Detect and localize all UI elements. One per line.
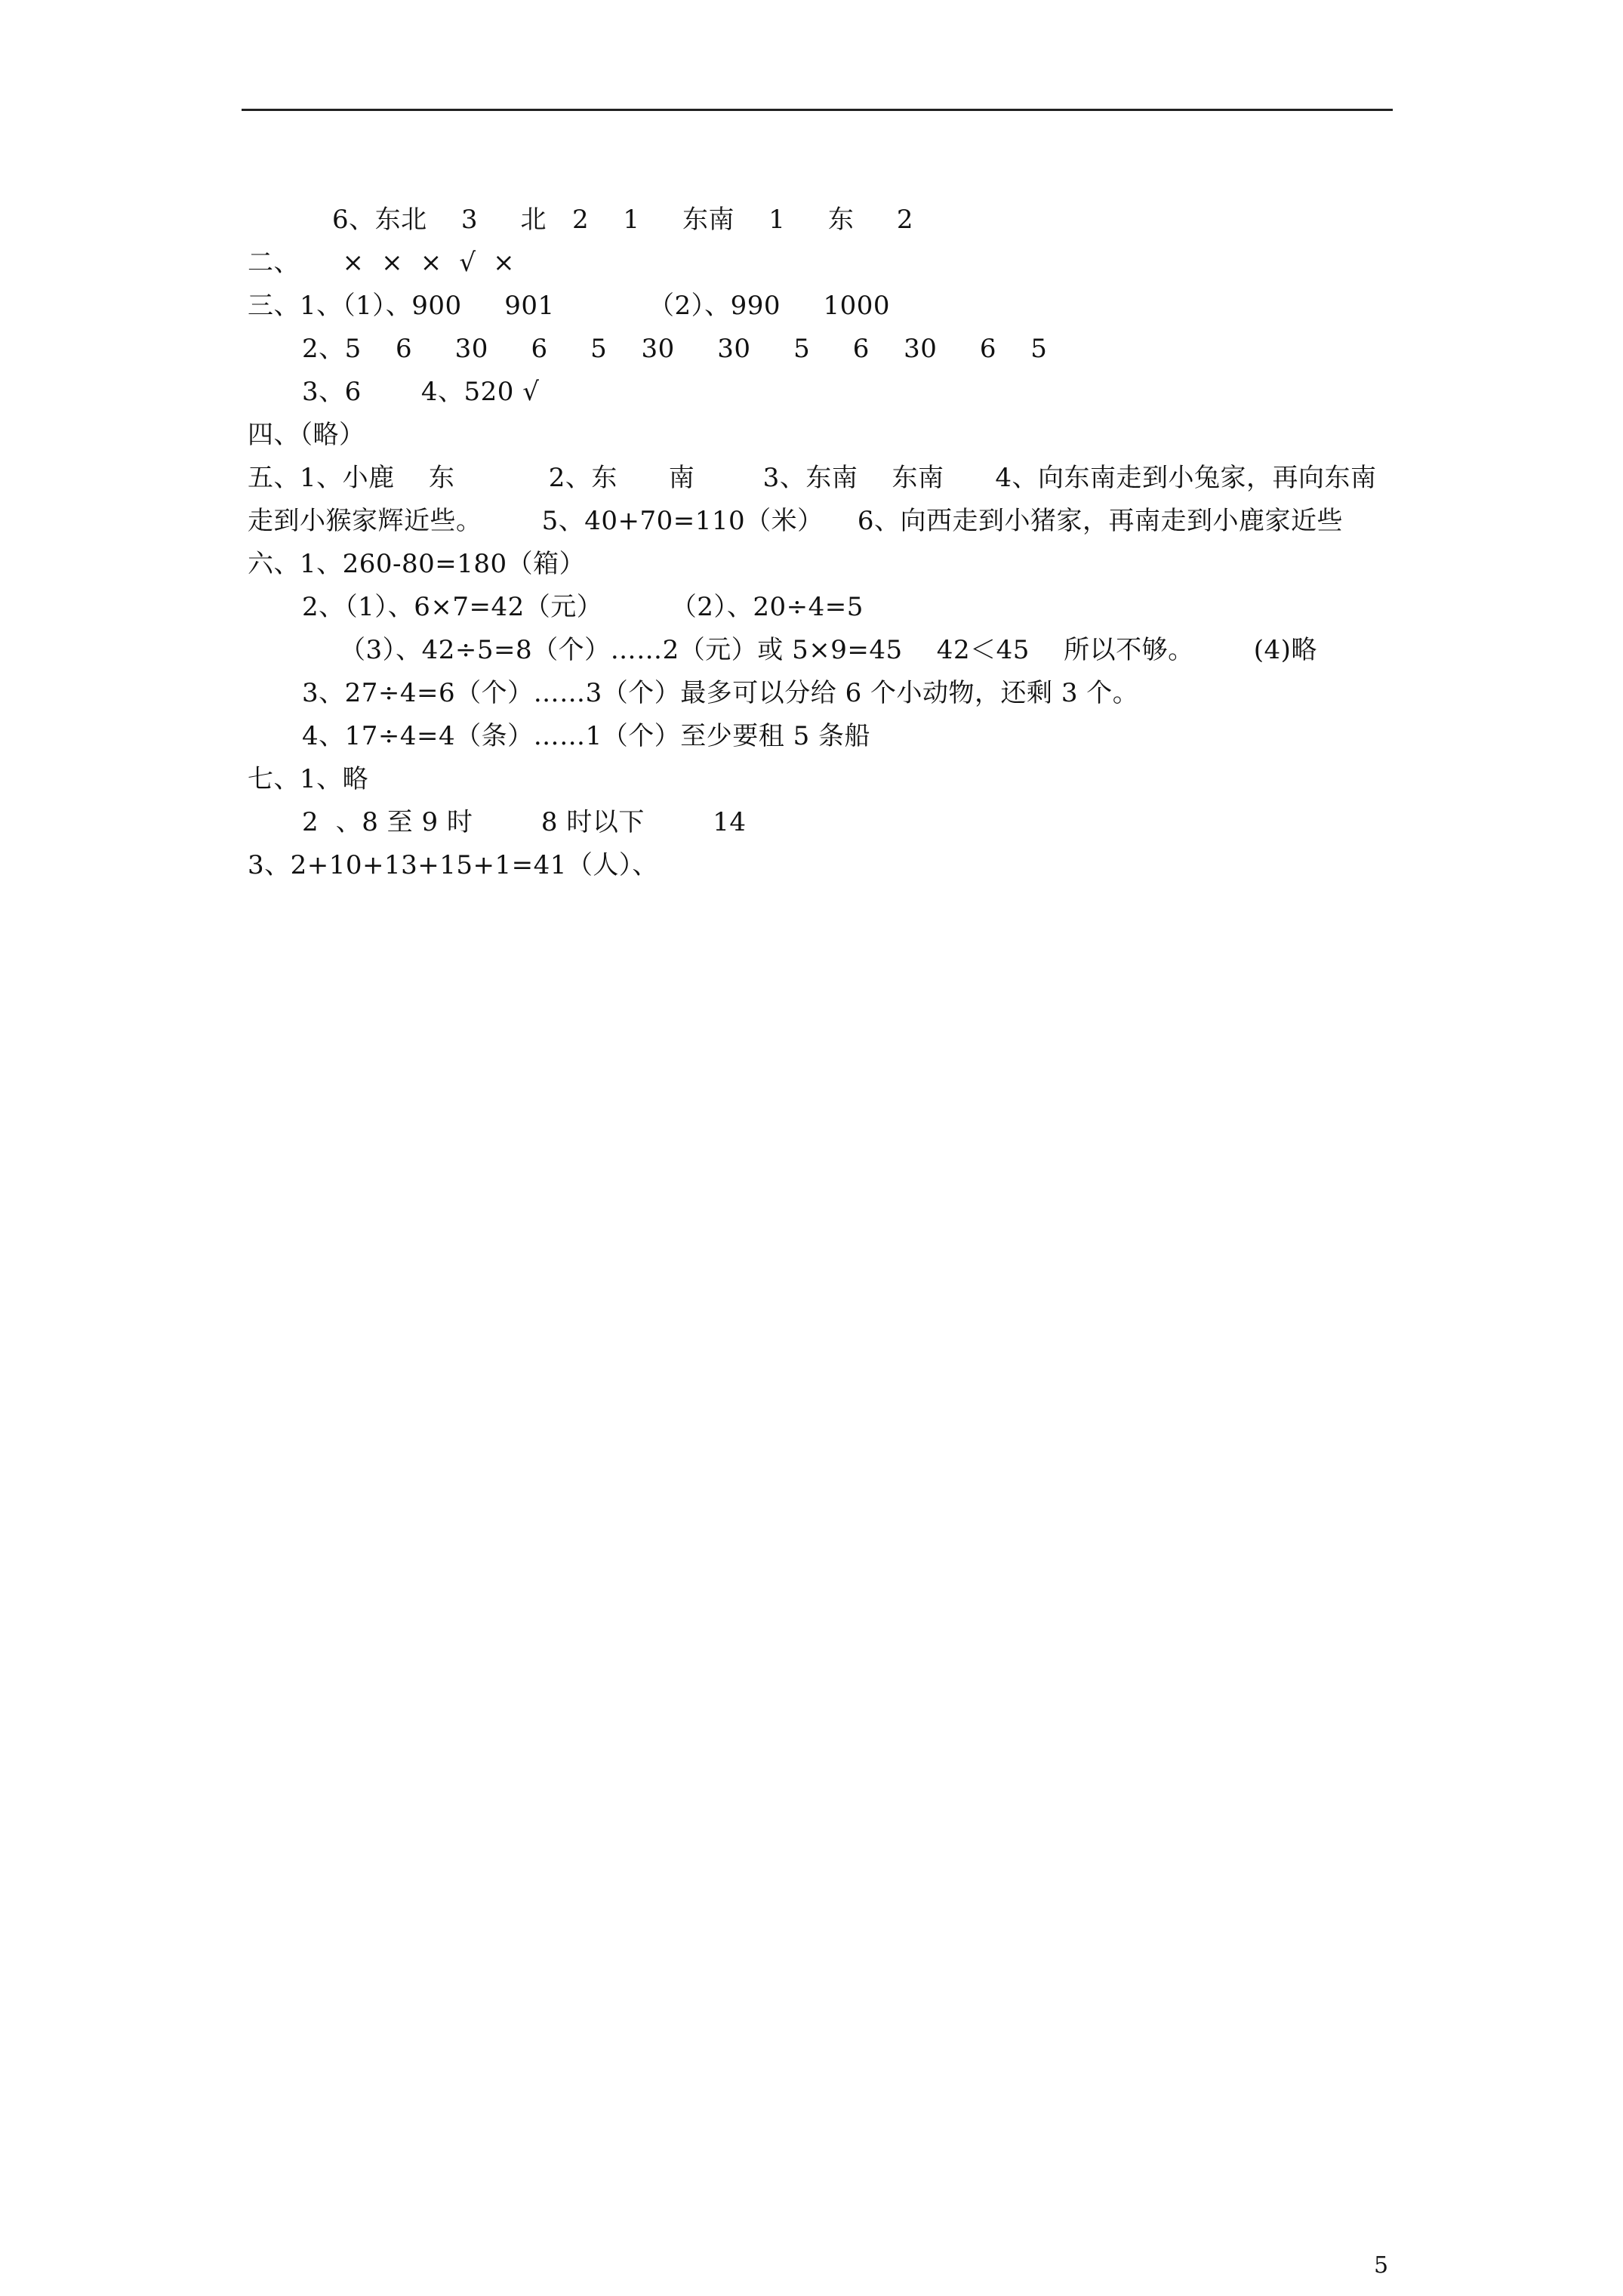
answer-line-10: 2、（1）、6×7=42（元） （2）、20÷4=5 bbox=[302, 592, 864, 622]
header-rule bbox=[242, 109, 1393, 111]
answer-line-5: 3、6 4、520 √ bbox=[302, 377, 540, 407]
answer-line-9: 六、1、260-80=180（箱） bbox=[248, 549, 586, 579]
answer-line-16: 3、2+10+13+15+1=41（人）、 bbox=[248, 850, 658, 880]
answer-line-7: 五、1、小鹿 东 2、东 南 3、东南 东南 4、向东南走到小兔家，再向东南 bbox=[248, 463, 1377, 493]
answer-line-11: （3）、42÷5=8（个）……2（元）或 5×9=45 42＜45 所以不够。 (4)略 bbox=[340, 635, 1317, 665]
answer-line-13: 4、17÷4=4（条）……1（个）至少要租 5 条船 bbox=[302, 721, 871, 751]
answer-line-1: 6、东北 3 北 2 1 东南 1 东 2 bbox=[332, 205, 914, 235]
answer-line-4: 2、5 6 30 6 5 30 30 5 6 30 6 5 bbox=[302, 334, 1048, 364]
answer-line-6: 四、（略） bbox=[248, 420, 365, 450]
answer-line-3: 三、1、（1）、900 901 （2）、990 1000 bbox=[248, 291, 891, 321]
page-number: 5 bbox=[1374, 2252, 1389, 2279]
answer-line-2: 二、 × × × √ × bbox=[248, 248, 516, 278]
answer-line-8: 走到小猴家辉近些。 5、40+70=110（米） 6、向西走到小猪家，再南走到小鹿家近些 bbox=[248, 506, 1344, 536]
answer-line-14: 七、1、略 bbox=[248, 764, 369, 794]
answer-line-12: 3、27÷4=6（个）……3（个）最多可以分给 6 个小动物，还剩 3 个。 bbox=[302, 678, 1139, 708]
answer-line-15: 2 、8 至 9 时 8 时以下 14 bbox=[302, 807, 747, 837]
